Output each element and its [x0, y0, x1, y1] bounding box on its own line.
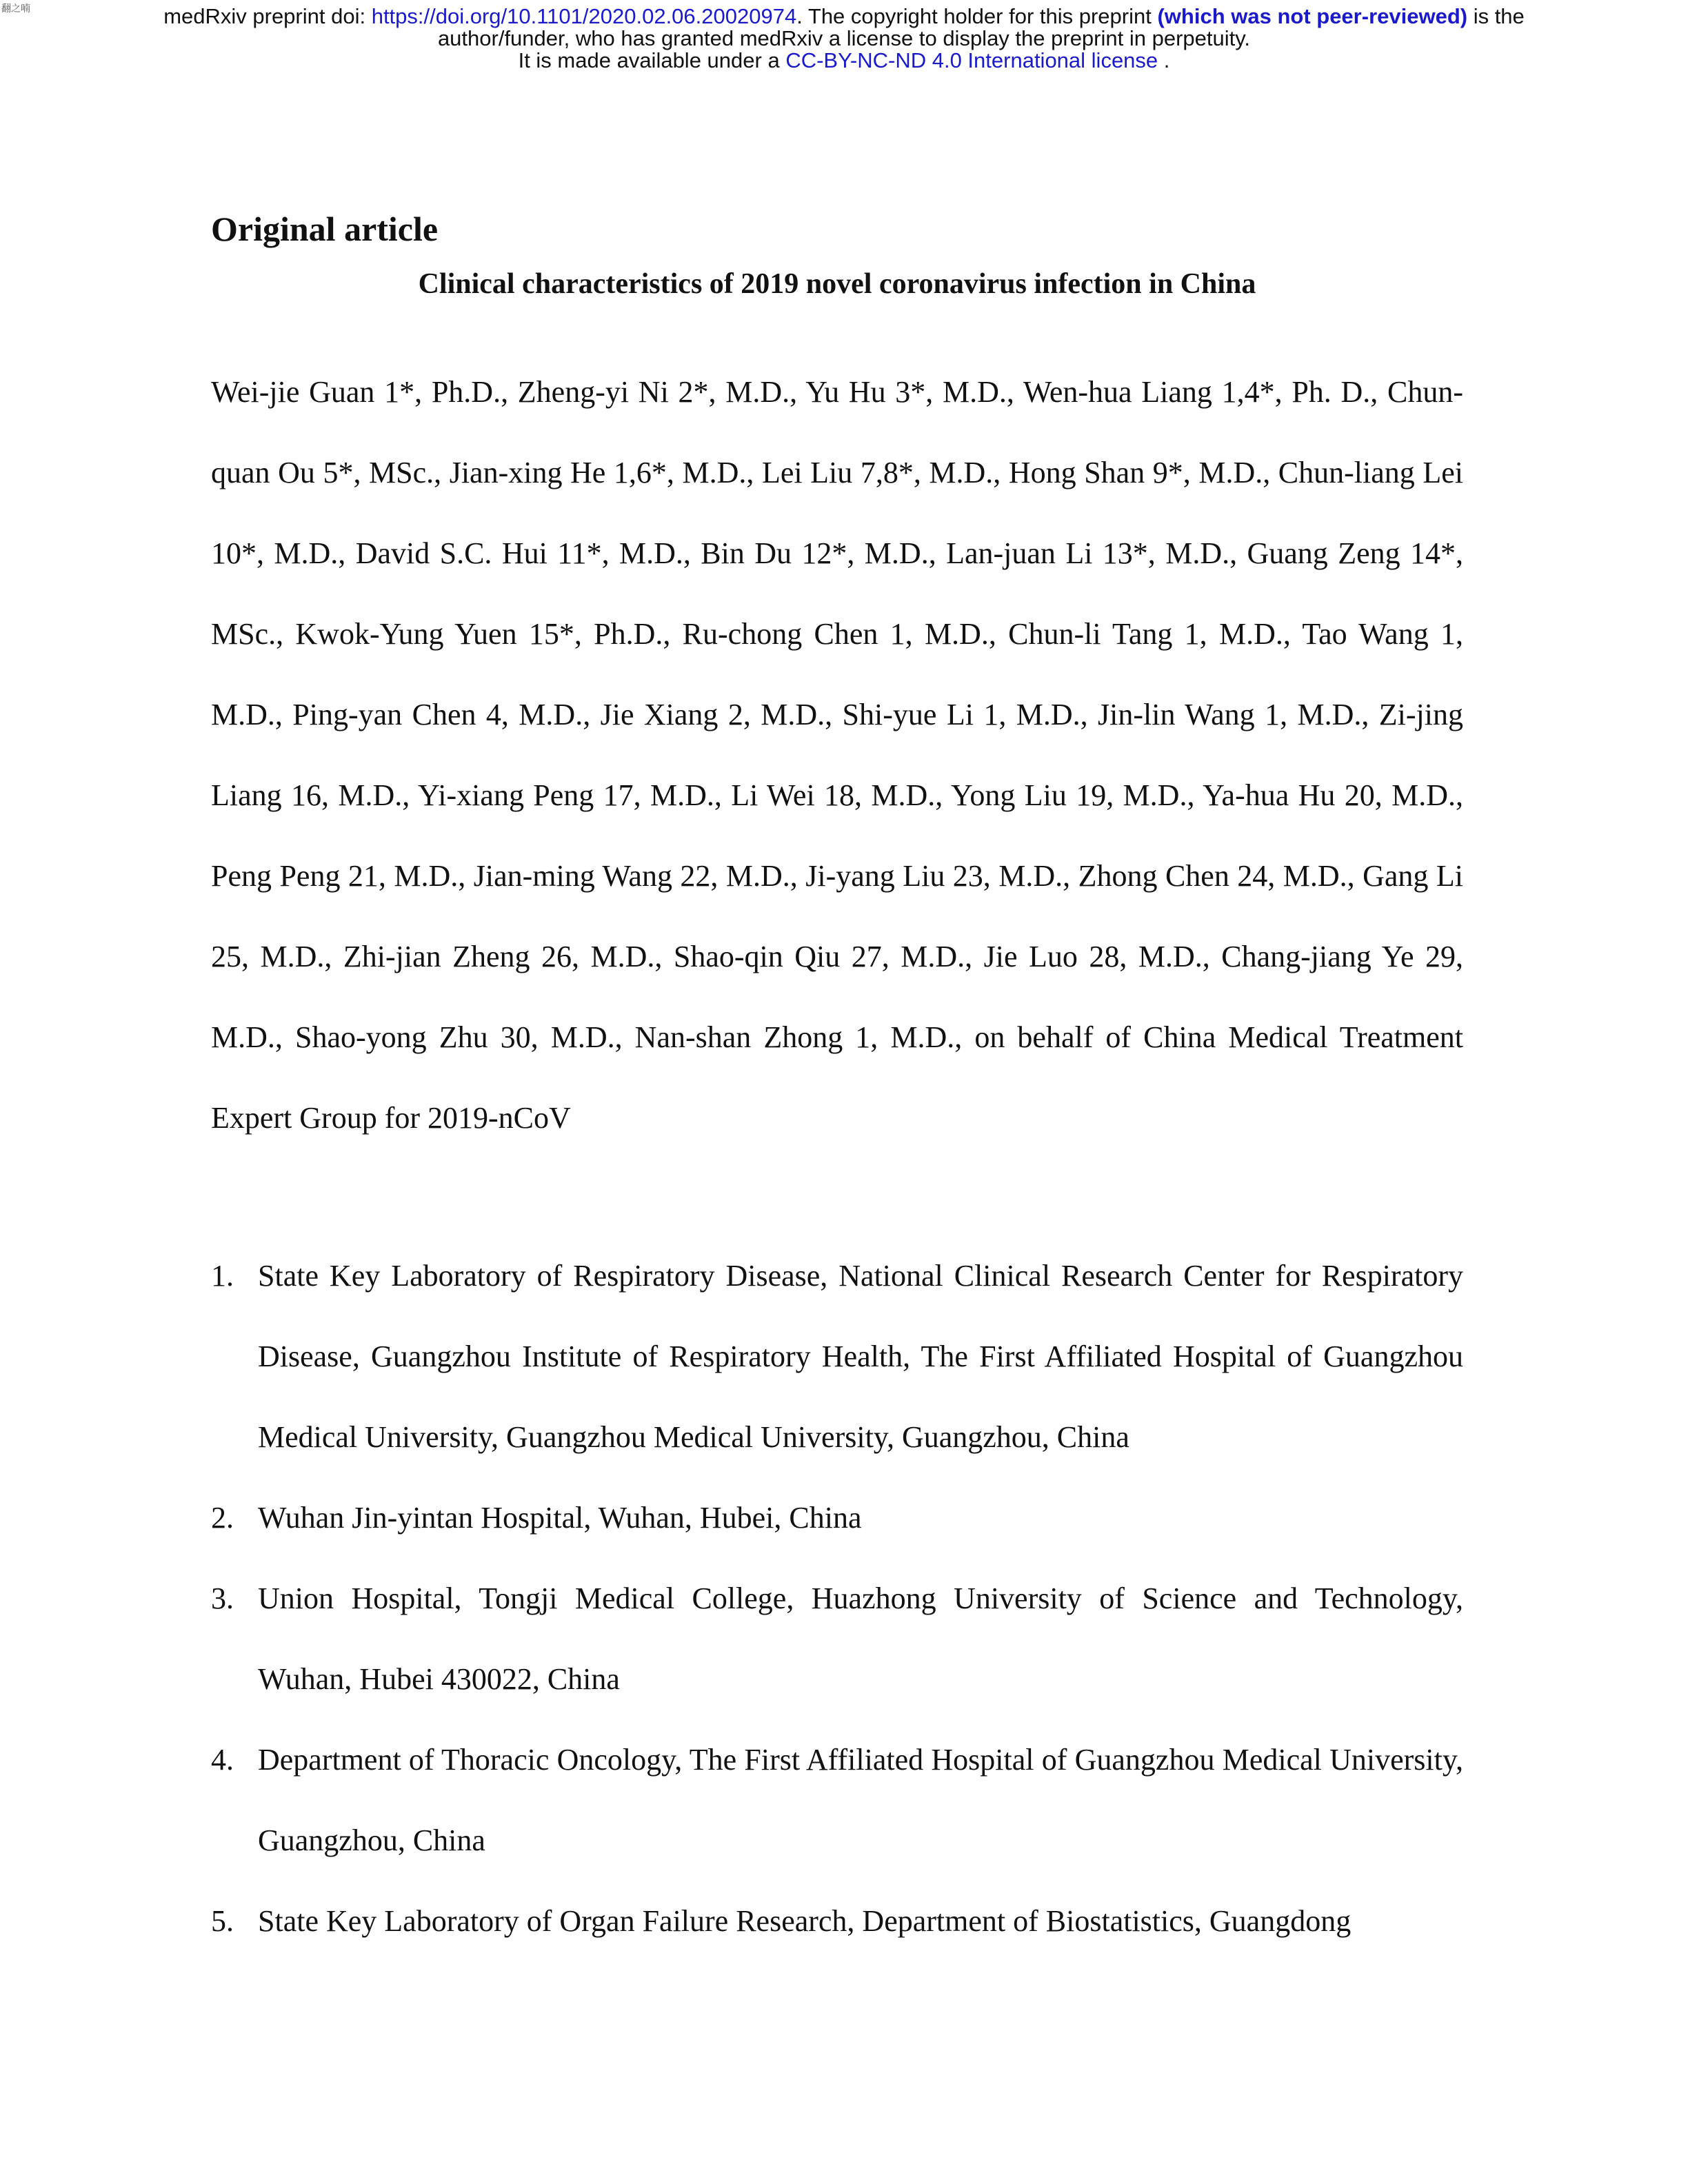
preprint-notice-line-3 — [0, 50, 1688, 72]
notice-suffix: is the — [1467, 4, 1525, 28]
notice-prefix: medRxiv preprint doi: — [163, 4, 372, 28]
preprint-notice-line-2: author/funder, who has granted medRxiv a license to display the preprint in perpetuity. — [437, 26, 1251, 50]
affiliation-number: 4. — [211, 1743, 234, 1777]
affiliation-item — [211, 1719, 1463, 1881]
affiliation-text: Wuhan Jin-yintan Hospital, Wuhan, Hubei, China — [258, 1501, 862, 1535]
license-prefix: It is made available under a — [518, 48, 786, 72]
affiliation-item — [211, 1477, 1463, 1558]
license-link[interactable]: CC-BY-NC-ND 4.0 International license — [785, 48, 1158, 72]
affiliation-number: 3. — [211, 1581, 234, 1615]
affiliation-text: State Key Laboratory of Organ Failure Research, Department of Biostatistics, Guangdong — [258, 1904, 1352, 1938]
affiliation-number: 5. — [211, 1904, 234, 1938]
affiliation-number: 2. — [211, 1501, 234, 1535]
notice-middle: . The copyright holder for this preprint — [796, 4, 1158, 28]
license-suffix: . — [1158, 48, 1170, 72]
doi-link[interactable]: https://doi.org/10.1101/2020.02.06.20020974 — [371, 4, 797, 28]
affiliation-text: Department of Thoracic Oncology, The First Affiliated Hospital of Guangzhou Medical University, Guangzhou, China — [258, 1743, 1463, 1857]
affiliation-text: State Key Laboratory of Respiratory Disease, National Clinical Research Center for Respiratory Disease, Guangzhou Institute of Respiratory Health, The First Affiliated Hospital of Guangzhou Medical University, Guangzhou Medical University, Guangzhou, China — [258, 1259, 1463, 1454]
affiliation-list — [211, 1235, 1463, 1961]
affiliation-item — [211, 1881, 1463, 1961]
affiliation-item — [211, 1558, 1463, 1719]
preprint-notice — [0, 6, 1688, 72]
article-type-heading: Original article — [211, 210, 439, 248]
affiliation-text: Union Hospital, Tongji Medical College, Huazhong University of Science and Technology, Wuhan, Hubei 430022, China — [258, 1581, 1463, 1696]
affiliation-number: 1. — [211, 1259, 234, 1293]
corner-mark: 翻之喃 — [1, 3, 30, 14]
author-list: Wei-jie Guan 1*, Ph.D., Zheng-yi Ni 2*, M.D., Yu Hu 3*, M.D., Wen-hua Liang 1,4*, Ph. D., Chun-quan Ou 5*, MSc., Jian-xing He 1,6*, M.D., Lei Liu 7,8*, M.D., Hong Shan 9*, M.D., Chun-liang Lei 10*, M.D., David S.C. Hui 11*, M.D., Bin Du 12*, M.D., Lan-juan Li 13*, M.D., Guang Zeng 14*, MSc., Kwok-Yung Yuen 15*, Ph.D., Ru-chong Chen 1, M.D., Chun-li Tang 1, M.D., Tao Wang 1, M.D., Ping-yan Chen 4, M.D., Jie Xiang 2, M.D., Shi-yue Li 1, M.D., Jin-lin Wang 1, M.D., Zi-jing Liang 16, M.D., Yi-xiang Peng 17, M.D., Li Wei 18, M.D., Yong Liu 19, M.D., Ya-hua Hu 20, M.D., Peng Peng 21, M.D., Jian-ming Wang 22, M.D., Ji-yang Liu 23, M.D., Zhong Chen 24, M.D., Gang Li 25, M.D., Zhi-jian Zheng 26, M.D., Shao-qin Qiu 27, M.D., Jie Luo 28, M.D., Chang-jiang Ye 29, M.D., Shao-yong Zhu 30, M.D., Nan-shan Zhong 1, M.D., on behalf of China Medical Treatment Expert Group for 2019-nCoV — [211, 375, 1463, 1135]
peer-review-note: (which was not peer-reviewed) — [1157, 4, 1468, 28]
affiliation-item — [211, 1235, 1463, 1477]
preprint-notice-line-1 — [0, 6, 1688, 28]
article-body — [211, 204, 1463, 1961]
article-title: Clinical characteristics of 2019 novel coronavirus infection in China — [418, 268, 1256, 300]
